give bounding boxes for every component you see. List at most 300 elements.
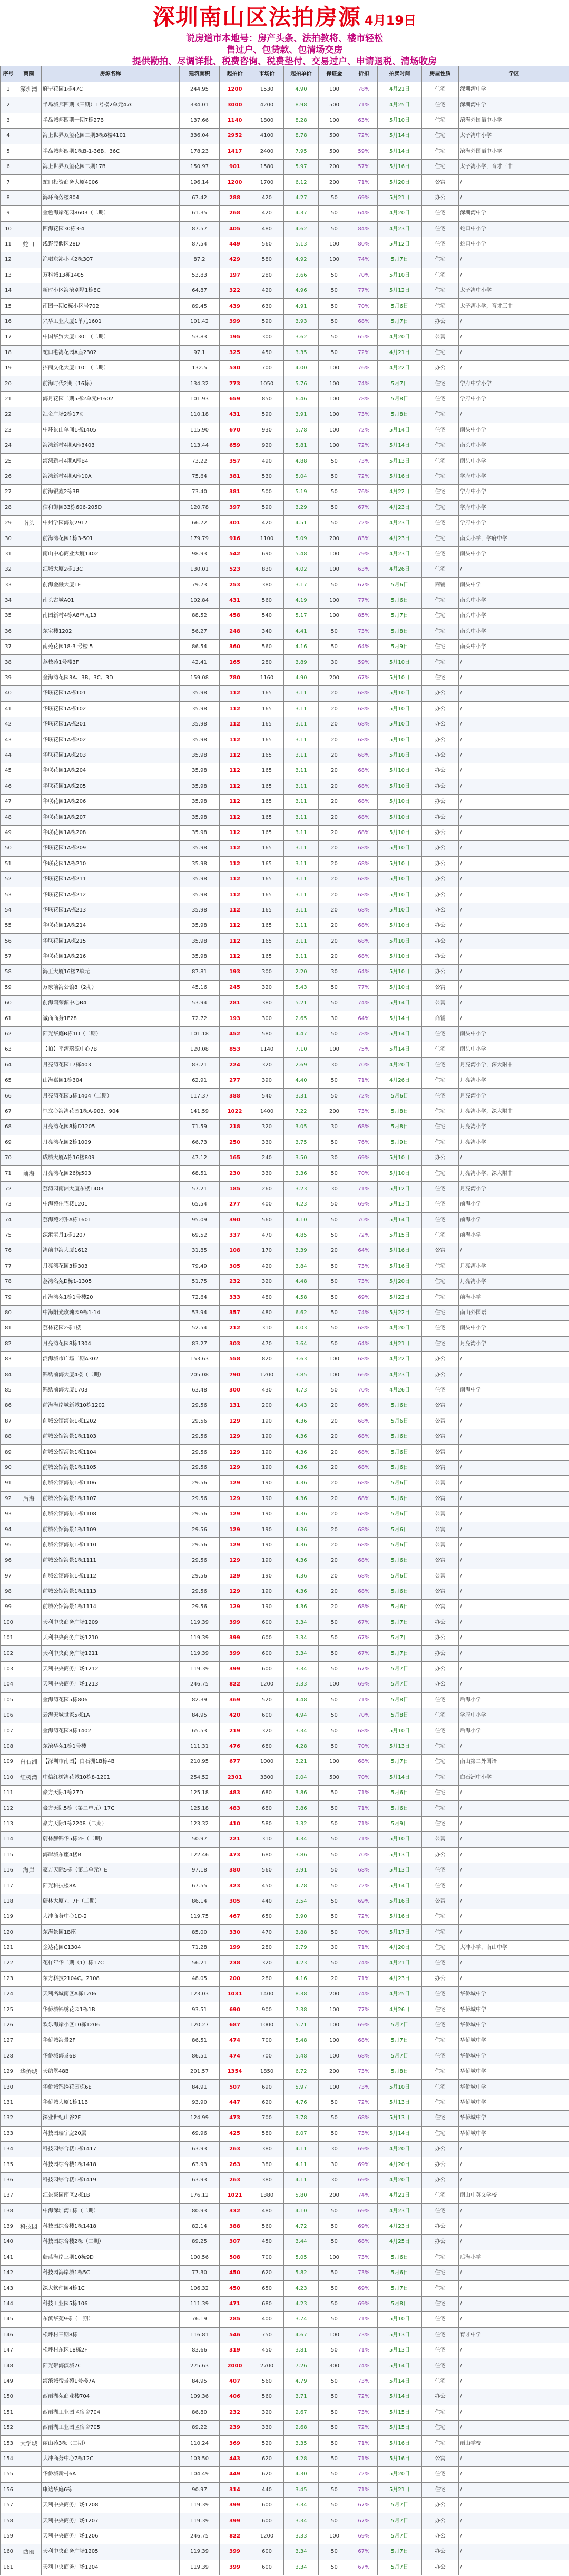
table-row[interactable] [1, 1646, 569, 1661]
table-row[interactable] [1, 871, 569, 887]
table-row[interactable] [1, 2405, 569, 2420]
table-row[interactable] [1, 2281, 569, 2296]
table-row[interactable] [1, 1243, 569, 1259]
floor-area: 83.21 [180, 1057, 220, 1073]
table-row[interactable] [1, 1104, 569, 1119]
auction-date: 5月7日 [378, 1631, 422, 1646]
market-price: 165 [250, 748, 284, 763]
table-row[interactable] [1, 1166, 569, 1181]
auction-date: 5月20日 [378, 175, 422, 190]
table-row[interactable] [1, 469, 569, 484]
table-row[interactable] [1, 1414, 569, 1429]
property-type: 住宅 [422, 640, 459, 655]
market-price: 400 [250, 1197, 284, 1212]
table-row[interactable] [1, 1181, 569, 1197]
table-row[interactable] [1, 1909, 569, 1925]
table-row[interactable] [1, 1584, 569, 1599]
table-row[interactable] [1, 1089, 569, 1104]
school-district: / [459, 2467, 569, 2482]
table-row[interactable] [1, 2235, 569, 2250]
unit-price: 3.11 [284, 794, 319, 809]
table-row[interactable] [1, 1569, 569, 1584]
table-row[interactable] [1, 391, 569, 407]
table-row[interactable] [1, 1150, 569, 1165]
table-row[interactable] [1, 2497, 569, 2513]
property-type: 住宅 [422, 391, 459, 407]
table-row[interactable] [1, 1553, 569, 1569]
district [16, 159, 42, 174]
district [16, 1956, 42, 1971]
market-price: 165 [250, 794, 284, 809]
table-row[interactable] [1, 2033, 569, 2049]
table-row[interactable] [1, 454, 569, 469]
table-row[interactable] [1, 252, 569, 268]
table-row[interactable] [1, 2095, 569, 2110]
property-type: 住宅 [422, 1181, 459, 1197]
district [16, 640, 42, 655]
table-row[interactable] [1, 1940, 569, 1955]
property-name: 前海鸿荣源中心B4 [42, 996, 180, 1011]
table-row[interactable] [1, 686, 569, 701]
table-row[interactable] [1, 2374, 569, 2389]
property-type: 办公 [422, 2529, 459, 2544]
unit-price: 3.63 [284, 1352, 319, 1367]
unit-price: 3.34 [284, 2544, 319, 2560]
table-row[interactable] [1, 1894, 569, 1909]
property-type: 办公 [422, 1971, 459, 1986]
table-row[interactable] [1, 1073, 569, 1089]
table-row[interactable] [1, 1275, 569, 1290]
unit-price: 4.36 [284, 1445, 319, 1460]
row-number: 120 [1, 1925, 16, 1940]
table-row[interactable] [1, 2389, 569, 2405]
table-row[interactable] [1, 515, 569, 531]
market-price: 1530 [250, 82, 284, 97]
page-title: 南山区法拍房源 [199, 4, 361, 30]
table-row[interactable] [1, 2266, 569, 2281]
table-row[interactable] [1, 2529, 569, 2544]
table-row[interactable] [1, 1847, 569, 1863]
discount: 71% [350, 1940, 378, 1955]
table-row[interactable] [1, 361, 569, 376]
table-row[interactable] [1, 2172, 569, 2188]
table-row[interactable] [1, 1398, 569, 1414]
table-row[interactable] [1, 2296, 569, 2311]
district [16, 144, 42, 159]
table-row[interactable] [1, 2049, 569, 2064]
table-row[interactable] [1, 2343, 569, 2358]
table-row[interactable] [1, 190, 569, 205]
floor-area: 86.54 [180, 640, 220, 655]
discount: 75% [350, 1042, 378, 1057]
table-row[interactable] [1, 1352, 569, 1367]
district [16, 1367, 42, 1383]
property-name: 华联花园1A栋201 [42, 717, 180, 732]
property-type: 住宅 [422, 609, 459, 624]
table-row[interactable] [1, 330, 569, 345]
table-row[interactable] [1, 949, 569, 964]
table-row[interactable] [1, 640, 569, 655]
table-row[interactable] [1, 934, 569, 949]
property-type: 办公 [422, 2497, 459, 2513]
table-row[interactable] [1, 1120, 569, 1135]
deposit: 50 [319, 1925, 350, 1940]
table-row[interactable] [1, 1600, 569, 1615]
table-row[interactable] [1, 825, 569, 840]
table-row[interactable] [1, 1522, 569, 1537]
table-row[interactable] [1, 1863, 569, 1878]
discount: 83% [350, 531, 378, 546]
table-row[interactable] [1, 1785, 569, 1800]
table-row[interactable] [1, 1506, 569, 1522]
starting-price: 357 [220, 1305, 250, 1320]
table-row[interactable] [1, 1135, 569, 1150]
school-district: 学府中小学 [459, 469, 569, 484]
auction-date: 5月15日 [378, 2420, 422, 2435]
district [16, 810, 42, 825]
deposit: 50 [319, 1739, 350, 1754]
discount: 69% [350, 190, 378, 205]
table-row[interactable] [1, 113, 569, 128]
table-row[interactable] [1, 918, 569, 934]
market-price: 165 [250, 887, 284, 903]
table-row[interactable] [1, 887, 569, 903]
deposit: 50 [319, 1026, 350, 1042]
table-row[interactable] [1, 1801, 569, 1816]
starting-price: 112 [220, 841, 250, 856]
table-row[interactable] [1, 965, 569, 980]
table-row[interactable] [1, 1197, 569, 1212]
table-row[interactable] [1, 2126, 569, 2141]
table-row[interactable] [1, 485, 569, 500]
floor-area: 67.55 [180, 1878, 220, 1894]
school-district: / [459, 717, 569, 732]
market-price: 480 [250, 1305, 284, 1320]
table-row[interactable] [1, 1956, 569, 1971]
market-price: 165 [250, 701, 284, 717]
school-district: / [459, 1661, 569, 1677]
table-row[interactable] [1, 1925, 569, 1940]
auction-date: 4月25日 [378, 97, 422, 113]
table-row[interactable] [1, 2358, 569, 2374]
table-row[interactable] [1, 2560, 569, 2575]
table-row[interactable] [1, 2250, 569, 2265]
table-row[interactable] [1, 748, 569, 763]
deposit: 100 [319, 593, 350, 608]
school-district: / [459, 1414, 569, 1429]
row-number: 31 [1, 546, 16, 562]
table-row[interactable] [1, 175, 569, 190]
market-price: 520 [250, 1692, 284, 1708]
discount: 68% [350, 1460, 378, 1475]
table-row[interactable] [1, 2513, 569, 2529]
property-name: 金海湾花园5栋806 [42, 1692, 180, 1708]
table-row[interactable] [1, 438, 569, 453]
row-number: 143 [1, 2281, 16, 2296]
table-row[interactable] [1, 159, 569, 174]
table-row[interactable] [1, 1460, 569, 1475]
floor-area: 86.51 [180, 2033, 220, 2049]
table-row[interactable] [1, 1445, 569, 1460]
district [16, 871, 42, 887]
auction-date: 4月21日 [378, 1956, 422, 1971]
table-row[interactable] [1, 2436, 569, 2451]
table-row[interactable] [1, 376, 569, 391]
floor-area: 68.51 [180, 1166, 220, 1181]
row-number: 70 [1, 1150, 16, 1165]
school-district: / [459, 1011, 569, 1026]
table-row[interactable] [1, 1042, 569, 1057]
table-row[interactable] [1, 1026, 569, 1042]
table-row[interactable] [1, 2451, 569, 2466]
property-type: 办公 [422, 732, 459, 748]
table-row[interactable] [1, 655, 569, 670]
table-row[interactable] [1, 2111, 569, 2126]
floor-area: 63.48 [180, 1383, 220, 1398]
discount: 77% [350, 980, 378, 995]
starting-price: 677 [220, 1755, 250, 1770]
starting-price: 263 [220, 2157, 250, 2172]
table-row[interactable] [1, 221, 569, 237]
district [16, 2203, 42, 2219]
property-type: 住宅 [422, 1089, 459, 1104]
floor-area: 95.09 [180, 1212, 220, 1228]
table-row[interactable] [1, 2420, 569, 2435]
table-row[interactable] [1, 1661, 569, 1677]
property-name: 荔林花园2栋1楼 [42, 1321, 180, 1336]
table-row[interactable] [1, 1305, 569, 1320]
table-row[interactable] [1, 593, 569, 608]
floor-area: 97.18 [180, 1863, 220, 1878]
table-row[interactable] [1, 129, 569, 144]
column-header: 商圈 [16, 66, 42, 82]
table-row[interactable] [1, 779, 569, 794]
school-district: / [459, 934, 569, 949]
table-row[interactable] [1, 2002, 569, 2017]
discount: 63% [350, 562, 378, 577]
property-type: 办公 [422, 810, 459, 825]
table-row[interactable] [1, 794, 569, 809]
table-row[interactable] [1, 531, 569, 546]
table-row[interactable] [1, 144, 569, 159]
auction-date: 5月22日 [378, 1290, 422, 1305]
deposit: 200 [319, 159, 350, 174]
property-name: 汇景豪园南区2栋1B [42, 2188, 180, 2203]
unit-price: 4.36 [284, 1506, 319, 1522]
starting-price: 325 [220, 345, 250, 360]
auction-date: 4月23日 [378, 515, 422, 531]
table-row[interactable] [1, 1537, 569, 1553]
table-row[interactable] [1, 407, 569, 423]
unit-price: 3.11 [284, 779, 319, 794]
table-row[interactable] [1, 562, 569, 577]
school-district: 太子湾中小学 [459, 129, 569, 144]
unit-price: 4.27 [284, 190, 319, 205]
table-row[interactable] [1, 423, 569, 438]
table-row[interactable] [1, 2544, 569, 2560]
floor-area: 120.08 [180, 1042, 220, 1057]
table-row[interactable] [1, 283, 569, 299]
row-number: 126 [1, 2017, 16, 2033]
market-price: 930 [250, 423, 284, 438]
table-row[interactable] [1, 500, 569, 515]
discount: 71% [350, 97, 378, 113]
deposit: 50 [319, 2497, 350, 2513]
table-row[interactable] [1, 1615, 569, 1630]
table-row[interactable] [1, 1228, 569, 1243]
unit-price: 4.90 [284, 670, 319, 685]
deposit: 20 [319, 903, 350, 918]
table-row[interactable] [1, 546, 569, 562]
table-row[interactable] [1, 97, 569, 113]
table-row[interactable] [1, 609, 569, 624]
table-row[interactable] [1, 1971, 569, 1986]
table-row[interactable] [1, 2080, 569, 2095]
auction-date: 4月20日 [378, 1940, 422, 1955]
property-type: 住宅 [422, 221, 459, 237]
market-price: 300 [250, 965, 284, 980]
table-row[interactable] [1, 237, 569, 252]
table-row[interactable] [1, 2219, 569, 2234]
table-row[interactable] [1, 2482, 569, 2497]
table-row[interactable] [1, 1491, 569, 1506]
table-row[interactable] [1, 2017, 569, 2033]
table-row[interactable] [1, 1739, 569, 1754]
table-row[interactable] [1, 1677, 569, 1692]
table-row[interactable] [1, 1770, 569, 1785]
table-row[interactable] [1, 577, 569, 593]
table-row[interactable] [1, 1259, 569, 1274]
table-row[interactable] [1, 2157, 569, 2172]
property-type: 办公 [422, 2157, 459, 2172]
table-row[interactable] [1, 1816, 569, 1831]
deposit: 50 [319, 1073, 350, 1089]
table-row[interactable] [1, 1755, 569, 1770]
market-price: 400 [250, 2312, 284, 2327]
school-district: / [459, 825, 569, 840]
table-row[interactable] [1, 1290, 569, 1305]
table-row[interactable] [1, 2188, 569, 2203]
starting-price: 420 [220, 1708, 250, 1723]
table-row[interactable] [1, 624, 569, 639]
listing-table [0, 66, 569, 2575]
table-row[interactable] [1, 268, 569, 283]
table-row[interactable] [1, 1987, 569, 2002]
table-row[interactable] [1, 1429, 569, 1444]
table-row[interactable] [1, 82, 569, 97]
unit-price: 4.58 [284, 1290, 319, 1305]
table-row[interactable] [1, 1011, 569, 1026]
table-row[interactable] [1, 2203, 569, 2219]
table-row[interactable] [1, 701, 569, 717]
starting-price: 780 [220, 670, 250, 685]
property-name: 前城公馆海景1栋1113 [42, 1584, 180, 1599]
district [16, 779, 42, 794]
table-row[interactable] [1, 2312, 569, 2327]
table-row[interactable] [1, 903, 569, 918]
row-number: 145 [1, 2312, 16, 2327]
school-district: 学府中小学 [459, 515, 569, 531]
property-name: 汇城大厦2栋13C [42, 562, 180, 577]
table-row[interactable] [1, 299, 569, 314]
row-number: 33 [1, 577, 16, 593]
table-row[interactable] [1, 1832, 569, 1847]
table-row[interactable] [1, 2141, 569, 2157]
table-row[interactable] [1, 717, 569, 732]
table-row[interactable] [1, 1708, 569, 1723]
table-row[interactable] [1, 732, 569, 748]
discount: 68% [350, 748, 378, 763]
discount: 72% [350, 1089, 378, 1104]
property-name: 天利中央商务广场1212 [42, 1661, 180, 1677]
table-row[interactable] [1, 670, 569, 685]
table-row[interactable] [1, 345, 569, 360]
table-row[interactable] [1, 1336, 569, 1351]
table-row[interactable] [1, 2064, 569, 2080]
row-number: 49 [1, 825, 16, 840]
unit-price: 5.43 [284, 980, 319, 995]
starting-price: 129 [220, 1445, 250, 1460]
property-type: 住宅 [422, 593, 459, 608]
table-row[interactable] [1, 1212, 569, 1228]
table-row[interactable] [1, 763, 569, 779]
table-row[interactable] [1, 856, 569, 871]
table-row[interactable] [1, 206, 569, 221]
unit-price: 2.20 [284, 965, 319, 980]
floor-area: 141.59 [180, 1104, 220, 1119]
table-row[interactable] [1, 1723, 569, 1739]
property-type: 住宅 [422, 1104, 459, 1119]
property-type: 住宅 [422, 129, 459, 144]
table-row[interactable] [1, 1476, 569, 1491]
unit-price: 5.71 [284, 2017, 319, 2033]
table-row[interactable] [1, 1321, 569, 1336]
district [16, 593, 42, 608]
starting-price: 369 [220, 2436, 250, 2451]
table-row[interactable] [1, 1631, 569, 1646]
property-type: 公寓 [422, 1429, 459, 1444]
property-name: 天利中央商务广场1209 [42, 1615, 180, 1630]
table-row[interactable] [1, 996, 569, 1011]
table-row[interactable] [1, 1878, 569, 1894]
floor-area: 57.21 [180, 1181, 220, 1197]
market-price: 1100 [250, 531, 284, 546]
starting-price: 542 [220, 546, 250, 562]
district: 西丽 [16, 2544, 42, 2560]
table-row[interactable] [1, 841, 569, 856]
table-row[interactable] [1, 980, 569, 995]
table-row[interactable] [1, 1383, 569, 1398]
property-name: 前城公馆海景1栋1108 [42, 1506, 180, 1522]
discount: 68% [350, 314, 378, 329]
row-number: 124 [1, 1987, 16, 2002]
property-type: 公寓 [422, 1537, 459, 1553]
table-row[interactable] [1, 1057, 569, 1073]
table-row[interactable] [1, 810, 569, 825]
school-district: / [459, 949, 569, 964]
deposit: 50 [319, 2451, 350, 2466]
table-row[interactable] [1, 2467, 569, 2482]
property-type: 办公 [422, 965, 459, 980]
floor-area: 84.95 [180, 1708, 220, 1723]
property-type: 住宅 [422, 82, 459, 97]
table-row[interactable] [1, 1692, 569, 1708]
deposit: 50 [319, 2544, 350, 2560]
table-row[interactable] [1, 314, 569, 329]
table-row[interactable] [1, 2327, 569, 2343]
table-row[interactable] [1, 1367, 569, 1383]
market-price: 560 [250, 237, 284, 252]
